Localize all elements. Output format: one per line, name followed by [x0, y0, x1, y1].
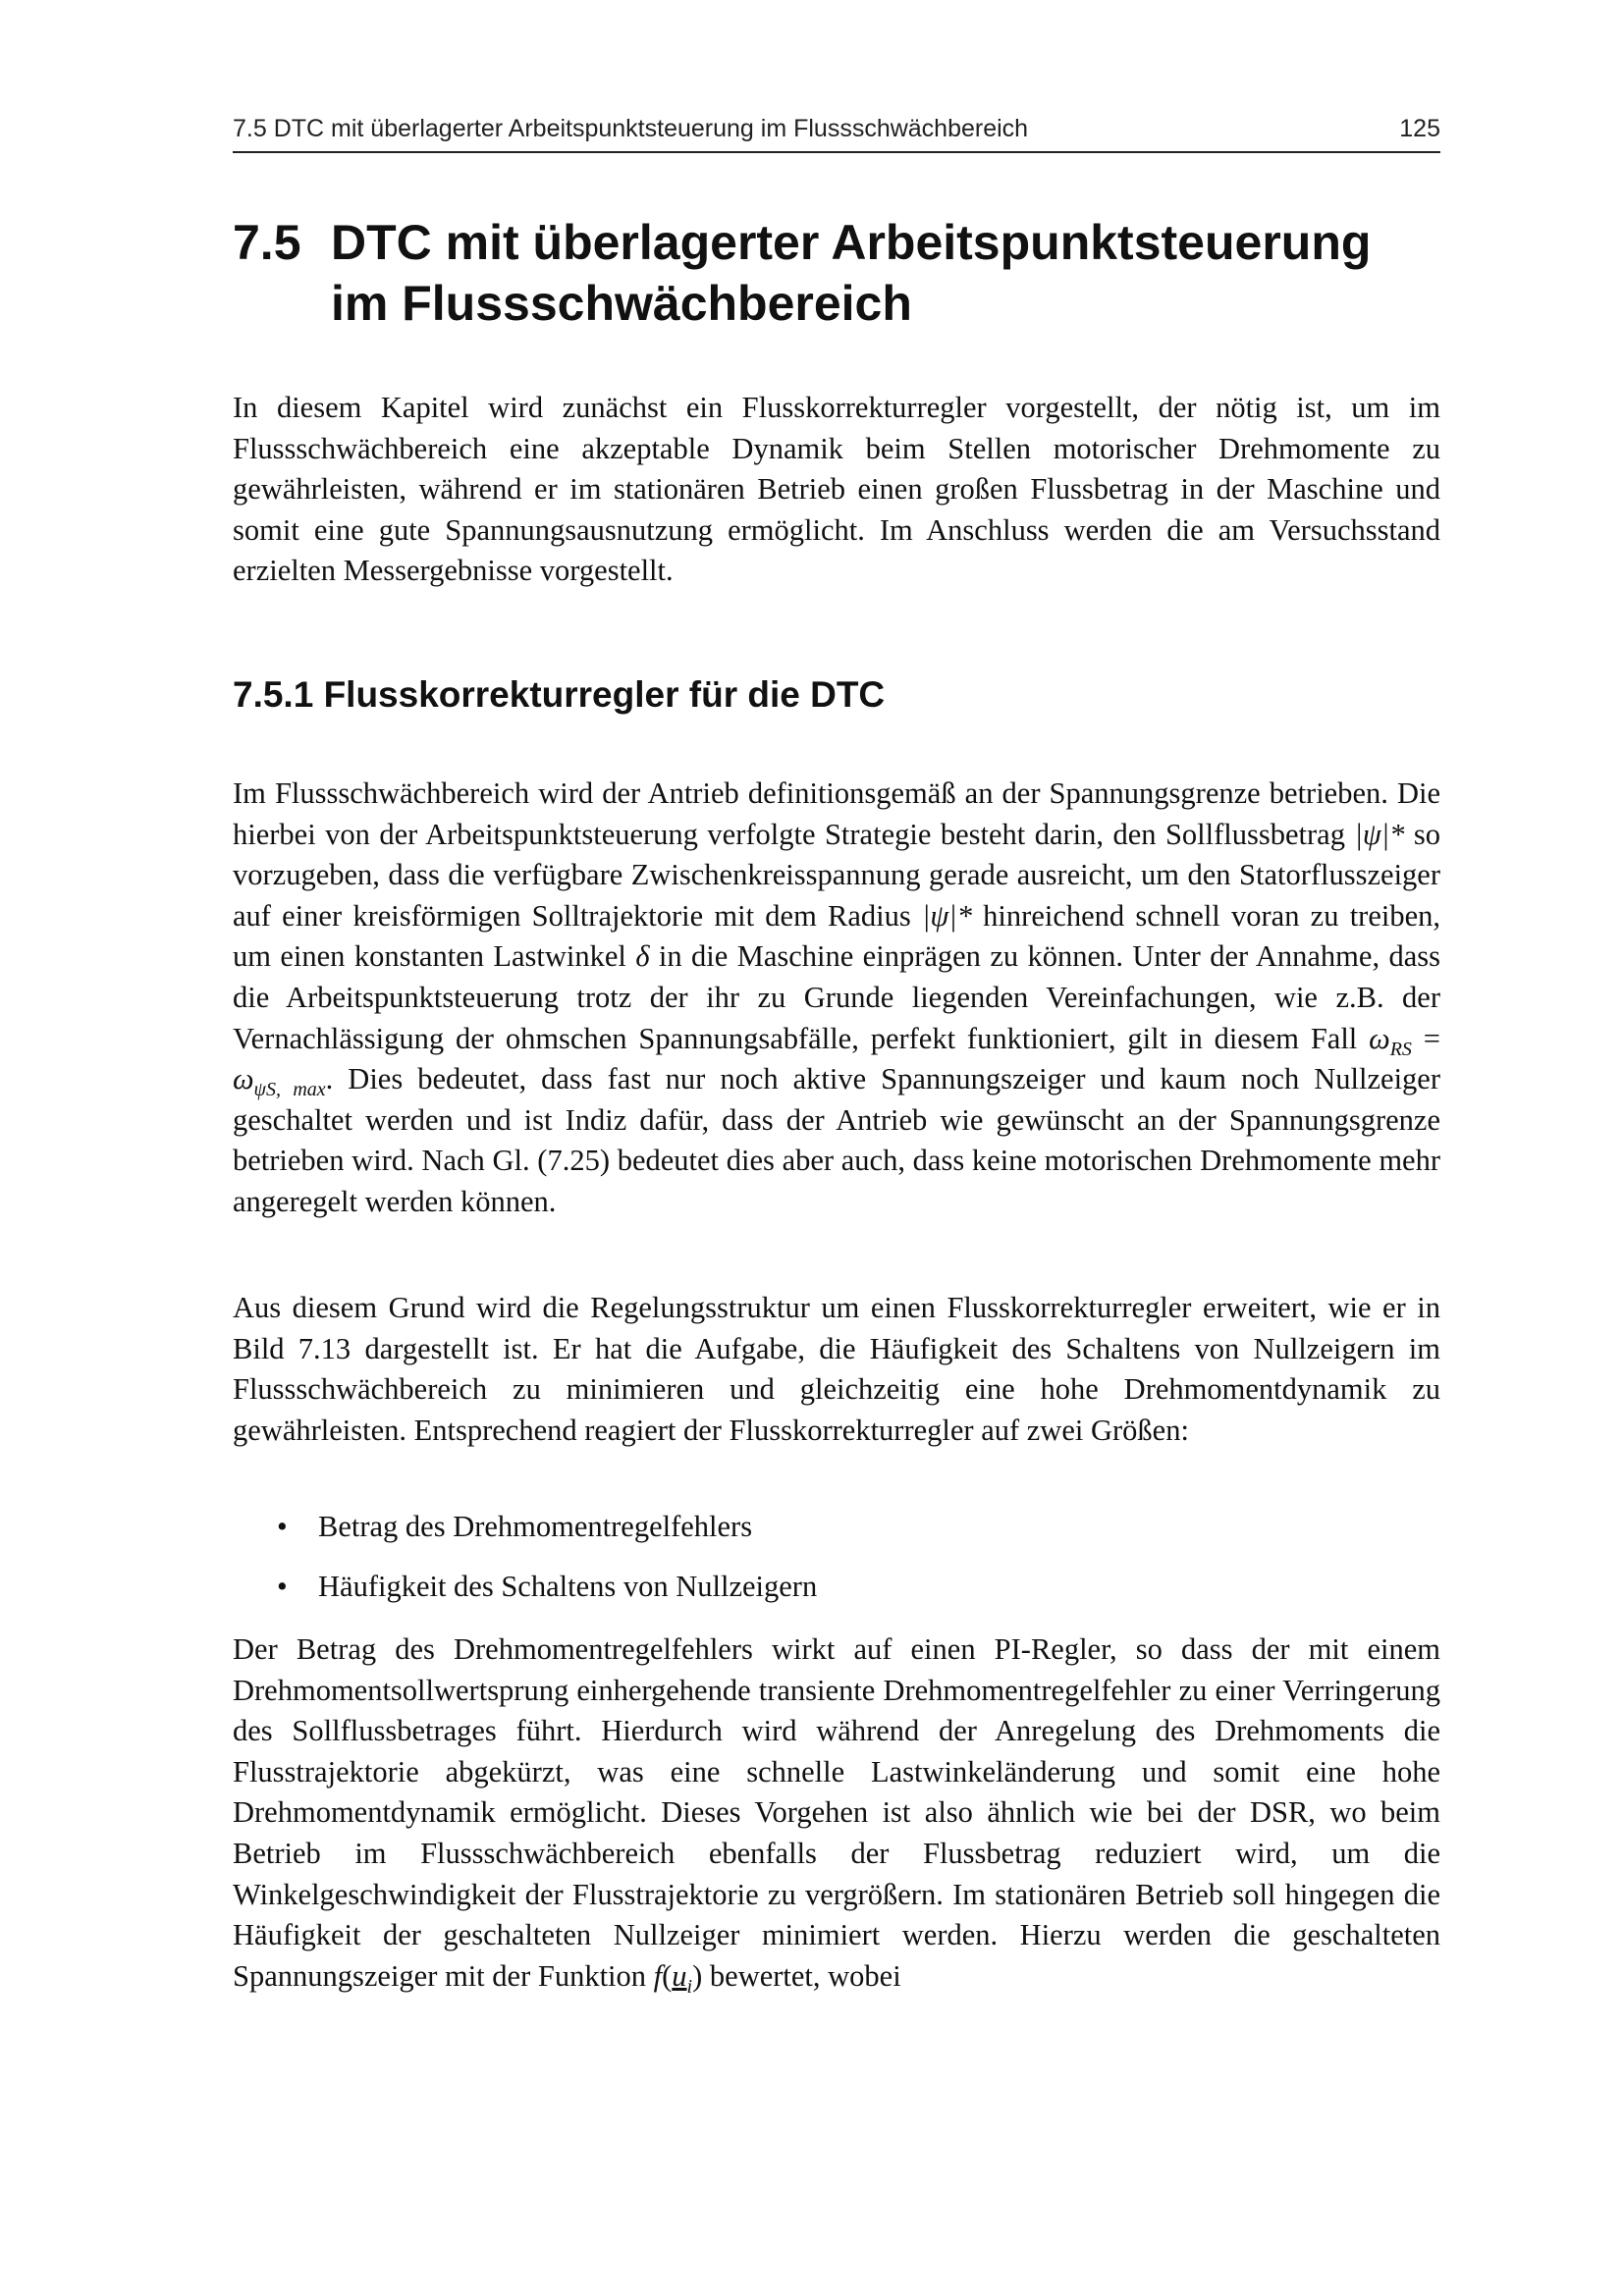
function-paren-open: (: [662, 1958, 673, 1993]
chapter-number: 7.5: [233, 215, 301, 270]
chapter-heading: [233, 212, 1440, 334]
bullet-item: [233, 1567, 1440, 1607]
intro-paragraph: In diesem Kapitel wird zunächst ein Flusskorrekturregler vorgestellt, der nötig ist, um im Flussschwächbereich eine akzeptable Dynamik beim Stellen motorischer Drehmomente zu gewährleisten, während er im stationären Betrieb einen großen Flussbetrag in der Maschine und somit eine gute Spannungsausnutzung ermöglicht. Im Anschluss werden die am Versuchsstand erzielten Messergebnisse vorgestellt.: [233, 391, 1440, 588]
psi-reference-symbol-2: |ψ|*: [921, 898, 972, 933]
omega-subscript: RS: [1389, 1038, 1412, 1060]
chapter-title-line2: im Flussschwächbereich: [331, 276, 912, 331]
bullet-icon: •: [277, 1570, 288, 1603]
function-symbol: f: [653, 1958, 663, 1993]
function-paren-close: ): [692, 1958, 703, 1993]
p2-text-3: hinreichend schnell voran zu treiben, um einen konstanten Lastwinkel: [233, 898, 1440, 974]
running-head-title: 7.5 DTC mit überlagerter Arbeitspunktsteuerung im Flussschwächbereich: [233, 115, 1029, 142]
paragraph-controller-structure: Aus diesem Grund wird die Regelungsstruktur um einen Flusskorrekturregler erweitert, wie er in Bild 7.13 dargestellt ist. Er hat die Aufgabe, die Häufigkeit des Schaltens von Nullzeigern im Flussschwächbereich zu minimieren und gleichzeitig eine hohe Drehmomentdynamik zu gewährleisten. Entsprechend reagiert der Flusskorrekturregler auf zwei Größen:: [233, 1291, 1440, 1447]
equals-sign: =: [1411, 1021, 1440, 1055]
omega2-letter: ω: [233, 1062, 254, 1096]
paragraph-flux-weakening: [233, 774, 1440, 1223]
omega-rs-symbol: [1369, 1021, 1412, 1060]
paragraph-pi-controller: [233, 1629, 1440, 1997]
p2-text-4: in die Maschine einprägen zu können. Unter der Annahme, dass die Arbeitspunktsteuerung trotz der ihr zu Grunde liegenden Vereinfachungen, wie z.B. der Vernachlässigung der ohmschen Spannungsabfälle, perfekt funktioniert, gilt in diesem Fall: [233, 939, 1440, 1055]
bullet-list: [233, 1507, 1440, 1627]
bullet-item: [233, 1507, 1440, 1547]
p4-text: Der Betrag des Drehmomentregelfehlers wirkt auf einen PI-Regler, so dass der mit einem Drehmomentsollwertsprung einhergehende transiente Drehmomentregelfehler zu einer Verringerung des Sollflussbetrages führt. Hierdurch wird während der Anregelung des Drehmoments die Flusstrajektorie abgekürzt, was eine schnelle Lastwinkeländerung und somit eine hohe Drehmomentdynamik ermöglicht. Dieses Vorgehen ist also ähnlich wie bei der DSR, wo beim Betrieb im Flussschwächbereich ebenfalls der Flussbetrag reduziert wird, um die Winkelgeschwindigkeit der Flusstrajektorie zu vergrößern. Im stationären Betrieb soll hingegen die Häufigkeit der geschalteten Nullzeiger minimiert werden. Hierzu werden die geschalteten Spannungszeiger mit der Funktion: [233, 1632, 1440, 1993]
section-heading: 7.5.1 Flusskorrekturregler für die DTC: [233, 674, 886, 715]
p2-text-2: so vorzugeben, dass die verfügbare Zwischenkreisspannung gerade ausreicht, um den Statorflusszeiger auf einer kreisförmigen Solltrajektorie mit dem Radius: [233, 817, 1440, 933]
delta-symbol: δ: [635, 939, 650, 974]
omega2-subscript: ψS, max: [253, 1079, 326, 1101]
p4-tail: bewertet, wobei: [702, 1958, 901, 1993]
chapter-title: [331, 212, 1440, 334]
omega-letter: ω: [1369, 1021, 1390, 1055]
page-number: 125: [1399, 115, 1440, 142]
psi-reference-symbol: |ψ|*: [1354, 817, 1405, 851]
omega-psi-max-symbol: [233, 1062, 326, 1101]
function-argument-subscript: i: [686, 1975, 693, 1998]
chapter-title-line1: DTC mit überlagerter Arbeitspunktsteuerung: [331, 215, 1372, 270]
p2-text-5: . Dies bedeutet, dass fast nur noch aktive Spannungszeiger und kaum noch Nullzeiger geschaltet werden und ist Indiz dafür, dass der Antrieb wie gewünscht an der Spannungsgrenze betrieben wird. Nach Gl. (7.25) bedeutet dies aber auch, dass keine motorischen Drehmomente mehr angeregelt werden können.: [233, 1062, 1441, 1218]
bullet-text: Häufigkeit des Schaltens von Nullzeigern: [318, 1570, 818, 1603]
bullet-text: Betrag des Drehmomentregelfehlers: [318, 1510, 753, 1543]
bullet-icon: •: [277, 1510, 288, 1543]
p2-text-1: Im Flussschwächbereich wird der Antrieb definitionsgemäß an der Spannungsgrenze betrieben. Die hierbei von der Arbeitspunktsteuerung verfolgte Strategie besteht darin, den Sollflussbetrag: [233, 776, 1440, 851]
function-argument: u: [672, 1958, 687, 1993]
running-head: [233, 115, 1440, 153]
